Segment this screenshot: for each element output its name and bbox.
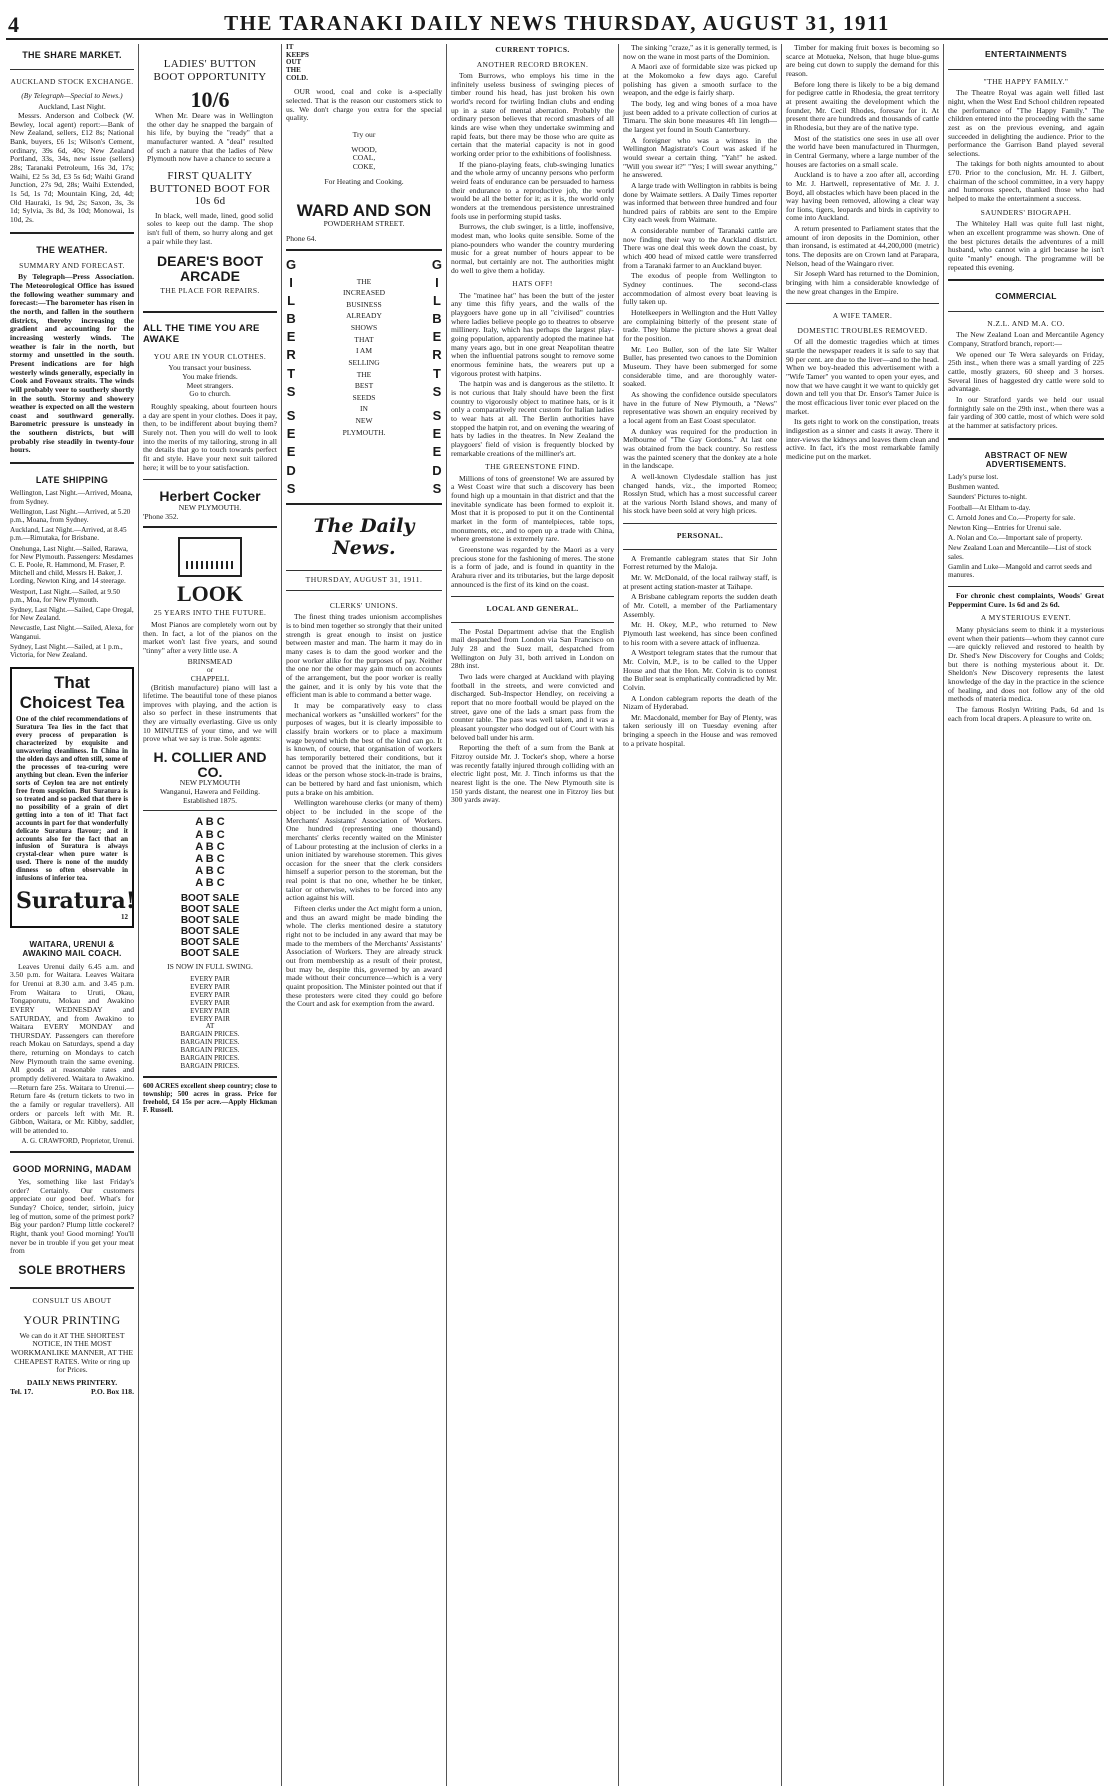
- abstract-heading: ABSTRACT OF NEW ADVERTISEMENTS.: [984, 450, 1068, 469]
- look-body: Most Pianos are completely worn out by then. In fact, a lot of the pianos on the market won't last five years, and sound "tinny" after a very little use. A: [143, 619, 277, 655]
- gilberts-mid-line: SHOWS: [350, 323, 378, 332]
- record-paragraph: Burrows, the club swinger, is a little, inoffensive, modest man, who looks quite sensible. Some of the piano-pounders who wander the country murdering music for a great number of hours appear to be normal, but certainly are not. The authorities might do well to give them a holiday.: [451, 222, 614, 275]
- editorial-paragraph: It may be comparatively easy to class mechanical workers as "unskilled workers" for the purposes of wages, but it is clearly impossible to classify brain workers or to place a maximum wage beyond which the best of the kind can go. It is known, of course, that organisation of workers has temporarily bettered their conditions, but it cannot be proved that the initiator, the man of ideas or the person whose stock-in-trade is brains, can be bettered by hard and fast unionism, which puts a brake on his ambition.: [286, 701, 442, 797]
- ward-phone: Phone 64.: [286, 233, 317, 243]
- abstract-item: New Zealand Loan and Mercantile—List of stock sales.: [948, 544, 1092, 561]
- chappell: CHAPPELL: [190, 673, 230, 683]
- printing-box: P.O. Box 118.: [91, 1386, 134, 1396]
- gilberts-mid-line: THE: [356, 276, 372, 286]
- page-number: 4: [8, 12, 19, 37]
- newspaper-title: THE TARANAKI DAILY NEWS THURSDAY, AUGUST 31, 1911: [224, 11, 890, 36]
- printing-tel: Tel. 17.: [10, 1386, 34, 1396]
- column-5: [619, 44, 782, 1786]
- coal-body: OUR wood, coal and coke is a-specially selected. That is the reason our customers stick to us. We don't charge you extra for the special quality.: [286, 87, 442, 123]
- happy-family-heading: "THE HAPPY FAMILY.": [983, 76, 1069, 86]
- gilberts-letter: S: [432, 383, 442, 399]
- every-pair-line: EVERY PAIR: [190, 982, 230, 991]
- shipping-item: Wellington, Last Night.—Arrived, at 5.20 p.m., Moana, from Sydney.: [10, 507, 131, 524]
- weather-heading: THE WEATHER.: [36, 244, 108, 255]
- brinsmead: BRINSMEAD: [187, 656, 233, 666]
- shipping-item: Newcastle, Last Night.—Sailed, Alexa, for Wanganui.: [10, 624, 134, 641]
- news-paragraph: A dunkey was required for the production in Melbourne of "The Gay Gordons." At last one was obtained from the back country. So restless was the painted scenery that the donkey ate a hole in the landscape.: [623, 426, 777, 471]
- mysterious-event-heading: A MYSTERIOUS EVENT.: [980, 613, 1072, 623]
- coach-heading: WAITARA, URENUI & AWAKINO MAIL COACH.: [22, 940, 122, 959]
- saunders-heading: SAUNDERS' BIOGRAPH.: [980, 207, 1072, 217]
- wife-tamer-paragraph: Of all the domestic tragedies which at times startle the newspaper readers it is safe to say that 90 per cent. are due to the liver—and to the head. When we boy-headed this advertisement with a "Wife Tamer" you wanted to open your eyes, and now that we have caught it we want to quickly get down and tell you that Dr. Ensor's Tamer Juice is the most efficacious liver tonic ever placed on the market.: [786, 337, 939, 416]
- gilberts-mid-line: INCREASED: [342, 288, 386, 298]
- news-paragraph: Mr. Leo Buller, son of the late Sir Walter Buller, has presented two canoes to the Dominion Museum. They have been submerged for some considerable time, and are thoroughly water-soaked.: [623, 344, 777, 389]
- gilberts-mid-line: NEW: [355, 416, 373, 425]
- herbert-cocker-heading: Herbert Cocker: [159, 488, 261, 505]
- tea-ad-heading: That Choicest Tea: [19, 673, 125, 712]
- abc-line: A B C: [195, 840, 225, 853]
- coach-body: Leaves Urenui daily 6.45 a.m. and 3.50 p.m. for Waitara. Leaves Waitara for Urenui at 8.30 a.m. and 3.45 p.m. From Waitara to Uruti, Okau, Tongaporutu, Mokau and Awakino EVERY WEDNESDAY and SATURDAY, and from Awakino to Waitara EVERY MONDAY and THURSDAY. Passengers can therefore reach Mokau on Saturdays, spend a day there, returning on Mondays to catch New Plymouth train the same evening. All goods at reasonable rates and promptly delivered. Waitara to Awakino.—Return fare 25s. Waitara to Urenui.—Return fare 4s (return tickets to two in the a family or regular travellers). All orders or parcels left with Mr. R. Gibbon, Waitara, or Mr. Kibby, saddler, will be attended to.: [10, 961, 134, 1136]
- news-paragraph: A large trade with Wellington in rabbits is being done by Waimate settlers. A Daily Times reporter was informed that between three hundred and four hundred pairs of rabbits are sent to the Empire City each week from Waimate.: [623, 180, 777, 225]
- seeds-letter: E: [432, 444, 442, 460]
- collier-place: NEW PLYMOUTH: [179, 778, 241, 788]
- news-paragraph: A return presented to Parliament states that the amount of iron deposits in the Dominion, other than ironsand, is estimated at 44,200,000 (metric) tons. The deposits are on Crown land at Parapara, Nelson, head of the Waingaro river.: [786, 224, 939, 268]
- current-topics-heading: CURRENT TOPICS.: [495, 45, 570, 54]
- gilberts-letter: T: [432, 365, 441, 381]
- awake-heading: ALL THE TIME YOU ARE AWAKE: [143, 323, 260, 346]
- news-paragraph: As showing the confidence outside speculators have in the future of New Plymouth, a "News" representative was shown an enquiry received by a local agent from an East Coast speculator.: [623, 389, 777, 425]
- greenstone-heading: THE GREENSTONE FIND.: [485, 462, 580, 472]
- awake-line: Meet strangers.: [186, 380, 234, 390]
- seeds-letter: S: [286, 480, 296, 496]
- columns: [6, 44, 1108, 1786]
- ward-street: POWDERHAM STREET.: [323, 219, 405, 229]
- nzl-paragraph: In our Stratford yards we held our usual fortnightly sale on the 29th inst., when there was a fair yarding of 300 cattle, most of which were sold at the hammer at satisfactory prices.: [948, 395, 1104, 431]
- wcc-line: COKE,: [352, 162, 376, 172]
- editorial-date: THURSDAY, AUGUST 31, 1911.: [305, 575, 423, 585]
- weather-report: By Telegraph—Press Association. The Meteorological Office has issued the following weather summary and forecast:—The barometer has risen in the north, and fallen in the southern districts, thereby increasing the gradient and accounting for the increasing westerly winds. The weather is fair in the north, but stormy and unsettled in the south. Present indications are for high westerly winds generally, especially in Cook and Foveaux straits. The winds will probably veer to southerly shortly in the south. Stormy and showery weather is expected on all the western coast and southward generally. Barometric pressure is unsteady in the southern districts, but will probably rise steadily in twenty-four hours.: [10, 272, 134, 455]
- shipping-item: Westport, Last Night.—Sailed, at 9.50 p.m., Moa, for New Plymouth.: [10, 587, 121, 604]
- wood-coal-coke: [286, 146, 442, 172]
- collier-sub: Wanganui, Hawera and Feilding.: [160, 787, 260, 797]
- abstract-item: A. Nolan and Co.—Important sale of property.: [948, 534, 1083, 543]
- news-paragraph: The exodus of people from Wellington to Sydney continues. The second-class accommodation of almost every boat leaving is fully taken up.: [623, 271, 777, 307]
- wcc-line: WOOD,: [351, 144, 377, 154]
- seeds-letter: D: [286, 462, 296, 478]
- printing-contact: [10, 1388, 134, 1397]
- at-text: AT: [205, 1022, 215, 1031]
- gilberts-letter: B: [432, 311, 442, 327]
- first-quality-body: In black, well made, lined, good solid soles to keep out the damp. The shop isn't full of them, so hurry along and get a pair while they last.: [147, 210, 273, 246]
- boot-sale-line: BOOT SALE: [180, 926, 240, 938]
- gilberts-seeds-ad: [286, 256, 442, 498]
- column-7: [944, 44, 1108, 1786]
- or-text: or: [206, 665, 214, 675]
- awake-line: Go to church.: [189, 389, 231, 399]
- shipping-item: Wellington, Last Night.—Arrived, Moana, from Sydney.: [10, 489, 133, 506]
- seeds-letter: D: [432, 462, 442, 478]
- gilberts-mid-line: ALREADY: [346, 311, 382, 321]
- every-pair-block: [143, 976, 277, 1072]
- bargain-line: BARGAIN PRICES.: [180, 1038, 240, 1047]
- local-general-heading: LOCAL AND GENERAL.: [486, 604, 579, 614]
- shipping-item: Sydney, Last Night.—Sailed, at 1 p.m., Victoria, for New Zealand.: [10, 642, 123, 660]
- every-pair-line: EVERY PAIR: [190, 998, 230, 1007]
- share-market-heading: THE SHARE MARKET.: [22, 50, 122, 60]
- printing-heading: CONSULT US ABOUT: [32, 1295, 112, 1305]
- good-morning-heading: GOOD MORNING, MADAM: [12, 1163, 132, 1174]
- tea-ad-number: 12: [121, 913, 128, 922]
- mysterious-event-paragraph: Many physicians seem to think it a mysterious event when their patients—whom they cannot cure—are quickly relieved and restored to health by Dr. Shed's New Discovery for Coughs and Colds; but there is nothing mysterious about it. Dr. Sheldon's New Discovery represents the latest knowledge of the day in the practice in the science of healing, and does not follow any of the old methods of materia medica.: [948, 625, 1104, 704]
- local-paragraph: Two lads were charged at Auckland with playing football in the streets, and were convicted and discharged. Sub-Inspector Hendley, on receiving a report that no more football would be played on the street, gave one of the lads a smart pass from the counter table. The pass was well taken, and it was a pleasant youngster who dodged out of Court with his beloved ball under his arm.: [451, 672, 614, 742]
- editorial-paragraph: Fifteen clerks under the Act might form a union, and thus an award might be made binding the whole. The clerks mentioned desire a statutory right not to be included in any award that may be made to the members of the Merchants' Assistants' Association of Workers. They are already struck out from membership as a result of their protest, but may be, despite this, governed by an award made without their concurrence—which is a very quaint proposition. The Minister pointed out that if these protesters were cited they could go before the Court and ask for exemption from the award.: [286, 904, 442, 1009]
- gilberts-letter: R: [432, 347, 442, 363]
- seeds-letter: E: [432, 426, 442, 442]
- news-paragraph: Hotelkeepers in Wellington and the Hutt Valley are complaining bitterly of the present state of trade. They blame the picture shows a great deal for the position.: [623, 308, 777, 343]
- cough-cure-ad: For chronic chest complaints, Woods' Great Peppermint Cure. 1s 6d and 2s 6d.: [948, 591, 1104, 609]
- shipping-item: Onehunga, Last Night.—Sailed, Rarawa, for New Plymouth. Passengers: Mesdames C. E. Poole, R. Hammond, M. Fraser, P. Mitchell and child, Messrs H. Baker, J. Lording, Newton King, and 14 steerage.: [10, 544, 134, 586]
- awake-line: You make friends.: [182, 372, 238, 382]
- market-report: Messrs. Anderson and Colbeck (W. Bewley, local agent) report:—Bank of New Zealand, sellers, £12 8s; National Bank, buyers, £6 1s; Wilson's Cement, ordinary, 39s 6d, 40s; New Zealand Portland, 33s, 34s, new issue (sellers) 28s; Taranaki Petroleum, 16s 3d, 17s; Waihi, £2 5s 3d, £3 5s 6d; Waihi Grand Junction, 27s 9d, 28s; Waihi Extended, 1s 5d, 1s 7d; Mountain King, 2d, 4d; Old Hauraki, 1s 9d, 2s; Saxon, 3s, 3s 1d; Sylvia, 3s 8d, 3s 10d; Monowai, 1s 10d, 2s.: [10, 111, 134, 224]
- saunders-paragraph: The Whiteley Hall was quite full last night, when an excellent programme was shown. One of the best pictures details the adventures of a mill husband, who cannot win a girl because he isn't quite "manly" enough. The programme will be repeated this evening.: [948, 219, 1104, 272]
- market-place: Auckland, Last Night.: [38, 102, 106, 112]
- seeds-letter: S: [432, 408, 442, 423]
- abstract-item: Football—At Eltham to-day.: [948, 503, 1031, 512]
- news-paragraph: Before long there is likely to be a big demand for pedigree cattle in Rhodesia, the great territory at present awaiting the development which the founder, Mr. Cecil Rhodes, foresaw for it. At present there are hundreds and thousands of cattle in Rhodesia, but they are of the native type.: [786, 79, 939, 132]
- gilberts-letter: G: [286, 256, 297, 272]
- abstract-item: Bushmen wanted.: [948, 483, 1000, 492]
- look-sub: 25 YEARS INTO THE FUTURE.: [153, 608, 267, 618]
- gilberts-letter: I: [435, 274, 439, 290]
- record-paragraph: If the piano-playing feats, club-swinging lunatics and the whole army of uncanny persons who perform weird feats of endurance can be persuaded to harness their endurance to a reproductive job, the world would be all the better for it; as it is, the world only wonders at the tremendous persistence unrestrained fools use in performing stupid tasks.: [451, 159, 614, 221]
- abc-line: A B C: [195, 852, 225, 865]
- printing-body: We can do it AT THE SHORTEST NOTICE, IN THE MOST WORKMANLIKE MANNER, AT THE CHEAPEST RATES. Write or ring up for Prices.: [10, 1330, 134, 1375]
- collier-est: Established 1875.: [183, 795, 237, 805]
- hats-paragraph: The hatpin was and is dangerous as the stiletto. It is not curious that Italy should have been the first country to vigorously object to matinee hats, or is it only a comparatively recent custom for Italian ladies to wear hats at all. The Berlin authorities have stopped the hatpin rot, and on evening the wearing of hats by ladies in the theatres. In New Zealand the playgoers' field of vision is frequently blocked by remarkable creations of the milliner's art.: [451, 379, 614, 458]
- editorial-paragraph: The finest thing trades unionism accomplishes is to bind men together so strongly that their united strength is great enough to insist on justice between master and man. The harm it may do in many cases is to dam the good worker and the poor worker alike for the purposes of pay. Neither the one nor the other may gain much on accounts of the arrangement, but the poor worker is really the gainer, and it is only by his vote that the efficient man is able to command a better wage.: [286, 612, 442, 700]
- happy-family-paragraph: The Theatre Royal was again well filled last night, when the West End School children repeated the performance of "The Happy Family." The children entered into the proceeding with the same zest as on the previous evening, and again succeeded in delighting the audience. Prior to the performance the Garrison Band played several selections.: [948, 88, 1104, 158]
- gilberts-mid-line: I AM: [355, 346, 373, 356]
- news-paragraph: The sinking "craze," as it is generally termed, is now on the wane in most parts of the Dominion.: [623, 44, 777, 61]
- gilberts-mid-line: BUSINESS: [346, 299, 382, 309]
- seeds-letter: S: [286, 408, 296, 423]
- is-now-full-swing: IS NOW IN FULL SWING.: [167, 962, 253, 972]
- news-paragraph: Sir Joseph Ward has returned to the Dominion, bringing with him a considerable knowledge of the new great changes in the Empire.: [786, 269, 939, 296]
- for-heating: For Heating and Cooking.: [324, 176, 404, 186]
- news-paragraph: Timber for making fruit boxes is becoming so scarce at Motueka, Nelson, that huge blue-gums are being cut down to supply the demand for this reason.: [786, 44, 939, 78]
- every-pair-line: EVERY PAIR: [190, 974, 230, 983]
- awake-lines: [143, 364, 277, 399]
- boot-sale-line: BOOT SALE: [180, 893, 240, 905]
- clerks-unions-heading: CLERKS' UNIONS.: [329, 600, 399, 610]
- gilberts-letter: L: [287, 292, 296, 308]
- gilberts-mid-line: THE: [356, 369, 372, 379]
- hats-off-heading: HATS OFF!: [512, 279, 553, 289]
- every-pair-line: EVERY PAIR: [190, 990, 230, 999]
- personal-paragraph: Mr. H. Okey, M.P., who returned to New Plymouth last weekend, has since been confined to his room with a severe attack of influenza.: [623, 620, 777, 647]
- news-paragraph: A well-known Clydesdale stallion has just changed hands, viz., the imported Romeo; Rosslyn Stud, which has a most successful career at the various North Island shows, and many of his stock have been sold at very high prices.: [623, 471, 777, 516]
- shipping-item: Sydney, Last Night.—Sailed, Cape Oregal, for New Zealand.: [10, 606, 134, 623]
- printing-footer: DAILY NEWS PRINTERY.: [26, 1378, 118, 1387]
- bargain-line: BARGAIN PRICES.: [180, 1030, 240, 1039]
- gilberts-mid-line: IN: [360, 404, 368, 414]
- abstract-item: Newton King—Entries for Urenui sale.: [948, 523, 1062, 532]
- nzl-heading: N.Z.L. AND M.A. CO.: [987, 318, 1065, 328]
- gilberts-letter: T: [287, 365, 296, 381]
- gilberts-letter: R: [286, 347, 296, 363]
- market-byline: (By Telegraph—Special to News.): [21, 90, 123, 100]
- piano-body: (British manufacture) piano will last a lifetime. The beautiful tone of these pianos improves with playing, and the action is also so perfect in these instruments that they are virtually everlasting. Give us only 10 MINUTES of your time, and we will prove what we say is true. Sole agents:: [143, 682, 277, 744]
- writing-pads-ad: The famous Roslyn Writing Pads, 6d and 1s each from local drapers. A pleasure to write on.: [948, 704, 1104, 723]
- news-paragraph: The body, leg and wing bones of a moa have just been added to a private collection of curios at Timaru. The skin bone measures 4ft 1in length—the largest yet found in South Canterbury.: [623, 98, 777, 134]
- keeps-line: OUT: [286, 58, 302, 67]
- abc-line: A B C: [195, 816, 225, 829]
- tea-ad-brand: Suratura!: [16, 888, 136, 915]
- gilberts-mid-line: BEST: [354, 381, 374, 391]
- wife-tamer-sub: DOMESTIC TROUBLES REMOVED.: [797, 325, 928, 335]
- shipping-list: [10, 489, 134, 661]
- abc-line: A B C: [195, 864, 225, 877]
- news-paragraph: A considerable number of Taranaki cattle are now finding their way to the Auckland district. There was one deal this week down the coast, by which 400 head of mixed cattle were transferred from a Taranaki farmer to an Auckland buyer.: [623, 226, 777, 270]
- nzl-paragraph: We opened our Te Wera saleyards on Friday, 25th inst., when there was a small yarding of 225 cattle, mostly grazers, 60 sheep and 3 horses. Several lines of haggested dry cattle were sold to advantage.: [948, 349, 1104, 394]
- local-paragraph: Reporting the theft of a sum from the Bank at Fitzroy outside Mr. J. Tocker's shop, where a horse was recently fatally injured through colliding with an electric light post, Mr. J. Tinch informs us that the nearest light is the one. The New Plymouth site is 150 yards distant, the nearest one in Fitzroy lies but 300 yards away.: [451, 743, 614, 805]
- abstract-item: Lady's purse lost.: [948, 472, 999, 481]
- personal-paragraph: Mr. W. McDonald, of the local railway staff, is at present acting station-master at Taihape.: [623, 572, 777, 591]
- happy-family-paragraph: The takings for both nights amounted to about £70. Prior to the conclusion, Mr. H. J. Gilbert, chairman of the school committee, in a very happy and humorous speech, thanked those who had helped to make the entertainment a success.: [948, 159, 1104, 204]
- gilberts-letter: E: [432, 329, 442, 345]
- bargain-line: BARGAIN PRICES.: [180, 1046, 240, 1055]
- record-broken-heading: ANOTHER RECORD BROKEN.: [476, 59, 589, 69]
- column-3: [282, 44, 447, 1786]
- wife-tamer-paragraph: Its gets right to work on the constipation, treats indigestion as a sinner and casts it away. There it inter-views the kidneys and leaves them clean and active. In fact, it's the most remarkable family medicine put on the market.: [786, 417, 939, 461]
- news-paragraph: A foreigner who was a witness in the Wellington Magistrate's Court was asked if he would swear a certain thing. "Yah!" he asked. "Will you swear it?" "Yes; I will swear anything," he answered.: [623, 135, 777, 180]
- abc-block: [143, 816, 277, 889]
- abstract-list: [948, 473, 1104, 581]
- personal-paragraph: A Westport telegram states that the rumour that Mr. Colvin, M.P., is to be called to the Upper House and that the Hon. Mr. Colvin is to contest the Buller seat is emphatically contradicted by Mr. Colvin.: [623, 648, 777, 692]
- masthead: [6, 10, 1108, 40]
- ladies-boot-price: 10/6: [190, 87, 230, 113]
- stock-exchange-subheading: AUCKLAND STOCK EXCHANGE.: [10, 77, 134, 87]
- abstract-item: C. Arnold Jones and Co.—Property for sale.: [948, 513, 1076, 522]
- ward-and-son: WARD AND SON: [296, 201, 432, 221]
- cocker-phone: 'Phone 352.: [143, 511, 179, 521]
- wife-tamer-heading: A WIFE TAMER.: [832, 311, 893, 321]
- boot-sale-line: BOOT SALE: [180, 937, 240, 949]
- gilberts-message: [343, 256, 386, 498]
- gilberts-letter: I: [289, 274, 293, 290]
- boot-sale-line: BOOT SALE: [180, 948, 240, 960]
- keeps-out-cold: [286, 44, 442, 82]
- seeds-letter: E: [286, 426, 296, 442]
- every-pair-line: EVERY PAIR: [190, 1014, 230, 1023]
- coach-signature: A. G. CRAWFORD, Proprietor, Urenui.: [21, 1136, 134, 1145]
- shipping-heading: LATE SHIPPING: [35, 475, 109, 486]
- column-4: [447, 44, 619, 1786]
- keeps-line: THE: [286, 66, 301, 75]
- look-heading: LOOK: [176, 581, 243, 607]
- greenstone-paragraph: Millions of tons of greenstone! We are assured by a West Coast wire that such a discovery has been found high up a mountain in that district and that the inevitable syndicate has been formed to exploit it. Most that it is proposed to put it on the Continental market in the form of mantelpieces, table tops, monuments, etc., and to open up a trade with China, where greenstone is extremely rare.: [451, 473, 614, 544]
- awake-line: You transact your business.: [168, 363, 252, 373]
- boot-sale-line: BOOT SALE: [180, 904, 240, 916]
- hats-paragraph: The "matinee hat" has been the butt of the jester any time this fifty years, and the walls of the playgoers have gone up in all "civilised" countries where ladies believe people go to theatres to observe millinery. Italy, which has perhaps the largest play-going population, apparently adopted the matinee hat many years ago, but in one great Neapolitan theatre when the influential patrons sought to remove some enormous feminine hats, the wearers put up a vigorous protest with hatpins.: [451, 290, 614, 378]
- gilberts-letter: B: [286, 311, 296, 327]
- piano-illustration-icon: [178, 537, 242, 577]
- personal-heading: PERSONAL.: [676, 531, 724, 541]
- gilberts-mid-line: THAT: [354, 334, 374, 344]
- deares-sub: THE PLACE FOR REPAIRS.: [160, 285, 260, 295]
- record-paragraph: Tom Burrows, who employs his time in the infinitely useless business of swinging pieces of timber round his head, has just broken his own world's record for twirling Indian clubs and ending up in a state of mental aberration. Probably the ordinary person believes that record smashers of all kinds are wise when they undertake swimming and rapid feats, but there may be those who are quite as certain that the material capacity is not in good working order prior to the exhibitions of foolishness.: [451, 71, 614, 158]
- local-paragraph: The Postal Department advise that the English mail despatched from London via San Francisco on July 28 and the Suez mail, despatched from Wellington on July 31, both arrived in London on 28th inst.: [451, 626, 614, 671]
- shipping-item: Auckland, Last Night.—Arrived, at 8.45 p.m.—Rimutaka, for Brisbane.: [10, 526, 127, 543]
- news-paragraph: A Maori axe of formidable size was picked up at the Mokomoko a few days ago. Careful polishing has given a smooth surface to the weapon, and the edge is fairly sharp.: [623, 62, 777, 98]
- personal-paragraph: A London cablegram reports the death of the Nizam of Hyderabad.: [623, 693, 777, 712]
- personal-paragraph: A Fremantle cablegram states that Sir John Forrest returned by the Maloja.: [623, 553, 777, 572]
- printing-big: YOUR PRINTING: [23, 1313, 121, 1328]
- column-6: [782, 44, 944, 1786]
- deares-boot-arcade: DEARE'S BOOT ARCADE: [156, 253, 263, 284]
- abstract-item: Saunders' Pictures to-night.: [948, 493, 1027, 502]
- ladies-boot-heading: LADIES' BUTTON BOOT OPPORTUNITY: [153, 58, 267, 83]
- commercial-heading: COMMERCIAL: [995, 291, 1057, 302]
- cocker-place: NEW PLYMOUTH.: [178, 502, 242, 512]
- sole-brothers-brand: SOLE BROTHERS: [18, 1262, 126, 1277]
- gilberts-letter: E: [286, 329, 296, 345]
- keeps-line: KEEPS: [286, 50, 309, 59]
- sheep-country-ad: 600 ACRES excellent sheep country; close to township; 500 acres in grass. Price for freehold, £4 15s per acre.—Apply Hickman F. Russell.: [143, 1082, 277, 1115]
- gilberts-letter: S: [286, 383, 296, 399]
- column-1: [6, 44, 139, 1786]
- gilberts-mid-line: SEEDS: [352, 392, 376, 402]
- keeps-line: IT: [286, 44, 294, 51]
- abstract-item: Gamlin and Luke—Mangold and carrot seeds and manures.: [948, 562, 1092, 579]
- gilberts-left: [286, 256, 296, 498]
- collier-heading: H. COLLIER AND CO.: [153, 749, 267, 780]
- seeds-letter: E: [286, 444, 296, 460]
- news-paragraph: Auckland is to have a zoo after all, according to Mr. J. Hartwell, representative of Mr. J. J. Boyd, all obstacles which have been placed in the way having been removed, allowing a clear way for lions, tigers, leopards and birds in captivity to come into Auckland.: [786, 170, 939, 223]
- ladies-boot-body: When Mr. Deare was in Wellington the other day he snapped the bargain of his life, by buying the "ready" that a manufacturer wanted. A "deal" resulted of such a nature that the ladies of New Plymouth now have a chance to secure a: [147, 111, 273, 164]
- abc-line: A B C: [195, 828, 225, 841]
- tea-ad-body: One of the chief recommendations of Suratura Tea lies in the fact that every process of preparation is characterized by exquisite and unwavering cleanliness. In China in the olden days and often still, some of the processes of tea-curing were anything but clean. Even the inferior sorts of Ceylon tea are not entirely free from suspicion. But Suratura is so treated and so packed that there is no possibility of a grain of dirt getting into a ton of it! That fact accounts in part for that wonderfully delicate Suratura flavour; and it accounts also for the fact that an infusion of Suratura is always crystal-clear when pure water is used. There is none of the muddy dinness so often observable in infusions of inferior tea.: [16, 714, 128, 883]
- seeds-letter: S: [432, 480, 442, 496]
- news-paragraph: Most of the statistics one sees in use all over the world have been manufactured in Thurmgen, in Central Germany, where a large number of the houses are factories on a small scale.: [786, 133, 939, 169]
- try-our: Try our: [352, 130, 376, 140]
- greenstone-paragraph: Greenstone was regarded by the Maori as a very precious stone for the fashioning of meres. The stone is a form of jade, and is found in quantity in the Arahura river and its tributaries, but the large deposit announced is the first of its kind on the coast.: [451, 545, 614, 589]
- keeps-line: COLD.: [286, 73, 308, 82]
- ladies-boot-ad: [143, 48, 277, 302]
- every-pair-line: EVERY PAIR: [190, 1006, 230, 1015]
- weather-subheading: SUMMARY AND FORECAST.: [19, 260, 125, 270]
- editorial-paragraph: Wellington warehouse clerks (or many of them) object to be included in the scope of the Merchants' Assistants' Association of Workers. One hundred (representing one thousand) merchants' clerks recently waited on the Minister of Labour protesting at the inclusion of clerks in a union initiated by warehouse storemen. This gives occasion for the sneer that the clerk considers himself a superior person to the storeman, but the real point is that no one, whether he be tinker, tailor or otherwise, wishes to be forced into any action against his will.: [286, 798, 442, 903]
- column-2: [139, 44, 282, 1786]
- gilberts-letter: L: [432, 292, 441, 308]
- personal-paragraph: Mr. Macdonald, member for Bay of Plenty, was taken seriously ill on Tuesday evening after bringing a speech in the House and was removed to a private hospital.: [623, 712, 777, 748]
- abc-line: A B C: [195, 876, 225, 889]
- boot-sale-block: [143, 893, 277, 959]
- suratura-tea-ad: [10, 667, 134, 928]
- awake-body: Roughly speaking, about fourteen hours a day are spent in your clothes. Does it pay, then, to be indifferent about buying them? Surely not. Then you will do well to look into the merits of my tailoring, strong in all the details that go to touch towards perfect fit and style. Have your next suit tailored here; it will be to your satisfaction.: [143, 402, 277, 472]
- bargain-line: BARGAIN PRICES.: [180, 1062, 240, 1071]
- awake-sub: YOU ARE IN YOUR CLOTHES.: [153, 351, 267, 361]
- bargain-line: BARGAIN PRICES.: [180, 1054, 240, 1063]
- nzl-paragraph: The New Zealand Loan and Mercantile Agency Company, Stratford branch, report:—: [948, 330, 1104, 349]
- personal-paragraph: A Brisbane cablegram reports the sudden death of Mr. Cotell, a member of the Parliamentary Assembly.: [623, 592, 777, 619]
- gilberts-right: [432, 256, 442, 498]
- wcc-line: COAL,: [352, 153, 376, 163]
- daily-news-nameplate: The Daily News.: [313, 514, 415, 559]
- gilberts-letter: G: [431, 256, 442, 272]
- entertainments-heading: ENTERTAINMENTS: [985, 49, 1067, 59]
- boot-sale-line: BOOT SALE: [180, 915, 240, 927]
- good-morning-body: Yes, something like last Friday's order? Certainly. Our customers appreciate our good beef. What's for Sunday? Choice, tender, sirloin, juicy leg of mutton, some of the primest pork? Big your pardon? Plump little cockerel? Right, thank you! Good morning! You'll never be in trouble if you get your meat from: [10, 1176, 135, 1256]
- gilberts-mid-line: PLYMOUTH.: [342, 427, 386, 437]
- first-quality-heading: FIRST QUALITY BUTTONED BOOT FOR 10s 6d: [149, 170, 271, 208]
- gilberts-mid-line: SELLING: [348, 357, 380, 367]
